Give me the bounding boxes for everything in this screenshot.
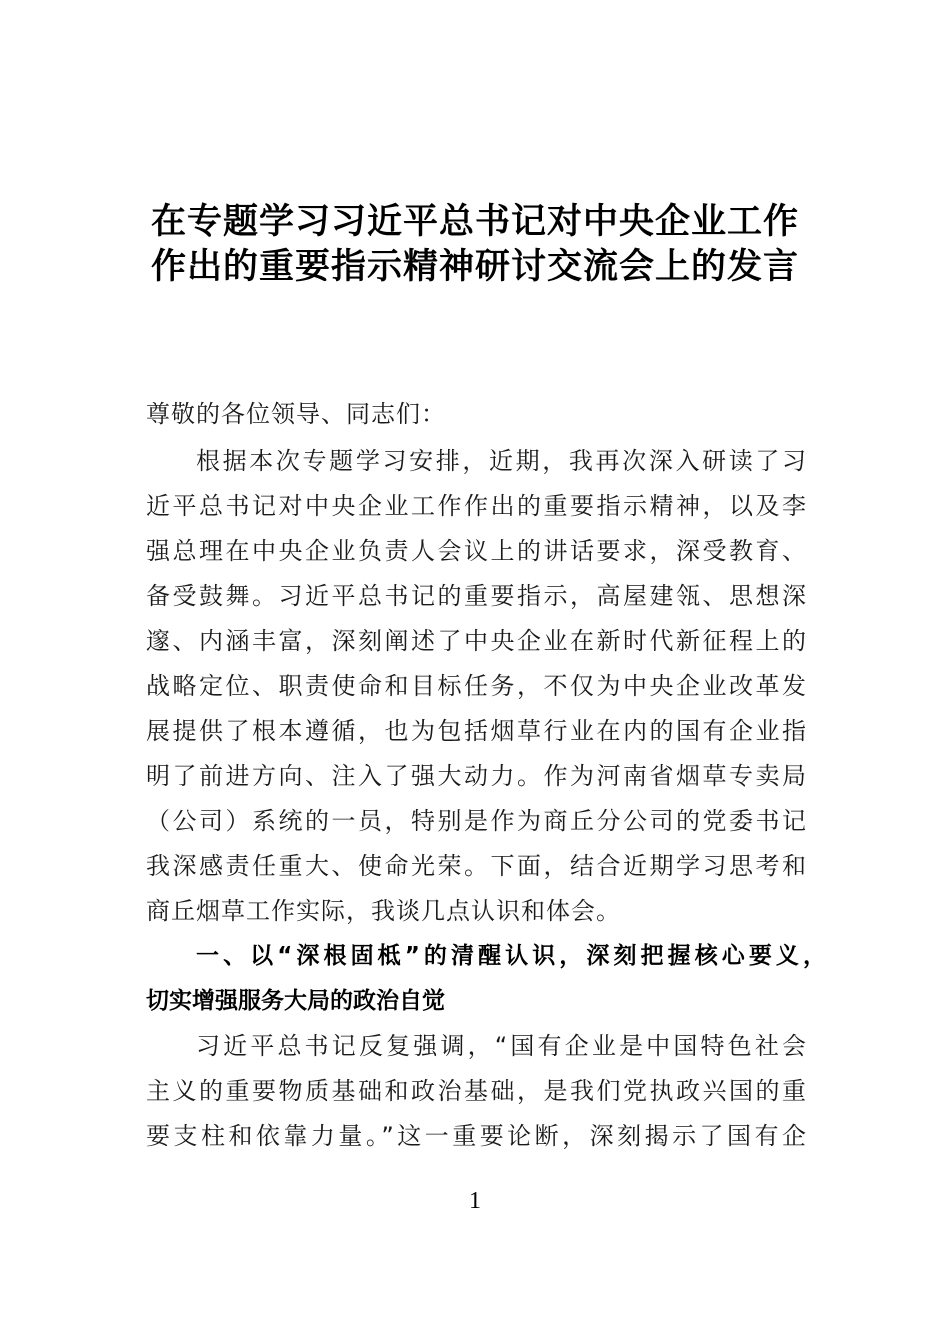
page-number: 1 xyxy=(469,1188,481,1214)
paragraph-1-line: 明了前进方向、注入了强大动力。作为河南省烟草专卖局 xyxy=(146,762,806,790)
paragraph-1-line: 近平总书记对中央企业工作作出的重要指示精神，以及李 xyxy=(146,492,806,520)
section-heading-line: 一、以“深根固柢”的清醒认识，深刻把握核心要义， xyxy=(196,943,826,969)
paragraph-1-line: 备受鼓舞。习近平总书记的重要指示，高屋建瓴、思想深 xyxy=(146,582,806,610)
paragraph-1-line: 邃、内涵丰富，深刻阐述了中央企业在新时代新征程上的 xyxy=(146,627,806,655)
paragraph-2-line: 习近平总书记反复强调，“国有企业是中国特色社会 xyxy=(196,1032,806,1060)
paragraph-1-line: 战略定位、职责使命和目标任务，不仅为中央企业改革发 xyxy=(146,672,806,700)
paragraph-1-line: 根据本次专题学习安排，近期，我再次深入研读了习 xyxy=(196,447,806,475)
paragraph-1-line: 商丘烟草工作实际，我谈几点认识和体会。 xyxy=(146,897,621,925)
document-title-line-2: 作出的重要指示精神研讨交流会上的发言 xyxy=(150,246,799,287)
paragraph-2-line: 主义的重要物质基础和政治基础，是我们党执政兴国的重 xyxy=(146,1077,806,1105)
section-heading-line: 切实增强服务大局的政治自觉 xyxy=(146,988,445,1014)
paragraph-1-line: 展提供了根本遵循，也为包括烟草行业在内的国有企业指 xyxy=(146,717,806,745)
paragraph-1-line: 强总理在中央企业负责人会议上的讲话要求，深受教育、 xyxy=(146,537,806,565)
paragraph-1-line: （公司）系统的一员，特别是作为商丘分公司的党委书记 xyxy=(146,807,806,835)
paragraph-2-line: 要支柱和依靠力量。”这一重要论断，深刻揭示了国有企 xyxy=(146,1122,806,1150)
document-title-line-1: 在专题学习习近平总书记对中央企业工作 xyxy=(150,201,799,242)
salutation: 尊敬的各位领导、同志们： xyxy=(146,400,446,428)
paragraph-1-line: 我深感责任重大、使命光荣。下面，结合近期学习思考和 xyxy=(146,852,806,880)
